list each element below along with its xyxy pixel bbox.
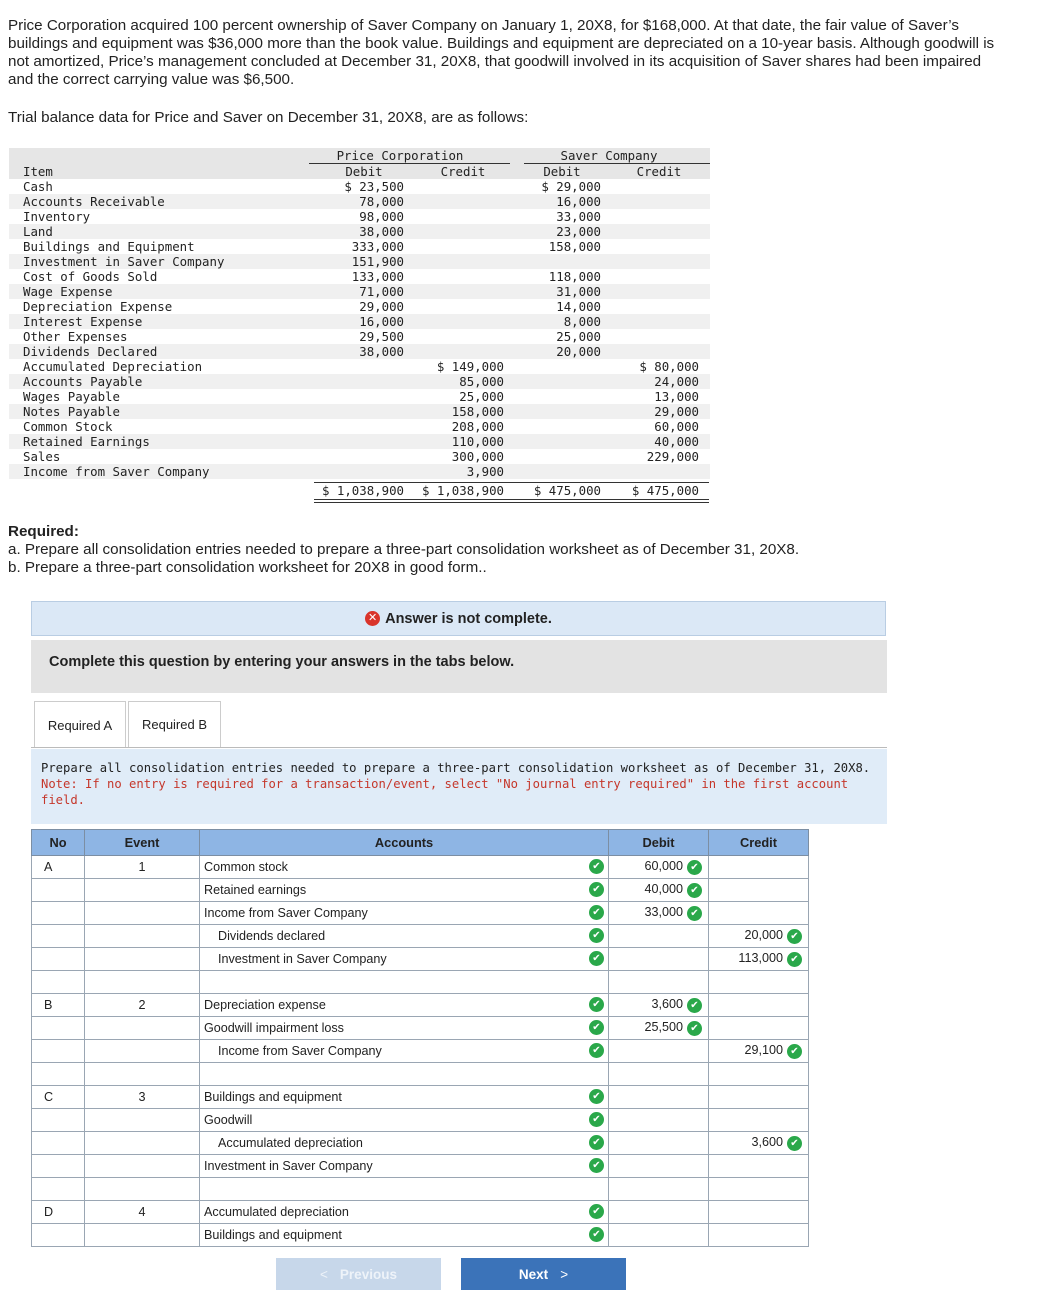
chevron-left-icon: < <box>320 1266 328 1282</box>
account-field[interactable] <box>200 1109 609 1132</box>
journal-row <box>32 856 809 879</box>
entry-no <box>32 1155 85 1178</box>
debit-amount-field[interactable] <box>609 1201 709 1224</box>
check-icon: ✔ <box>589 1020 604 1035</box>
event-number: 4 <box>85 1201 200 1224</box>
trial-balance-intro: Trial balance data for Price and Saver on December 31, 20X8, are as follows: <box>8 109 529 126</box>
debit-amount-field[interactable] <box>609 856 709 879</box>
account-name: Investment in Saver Company <box>204 1159 373 1173</box>
journal-row <box>32 948 809 971</box>
item-column-header: Item <box>23 164 53 179</box>
account-name: Buildings and equipment <box>204 1090 342 1104</box>
tb-saver-credit: 60,000 <box>654 419 699 434</box>
check-icon: ✔ <box>589 1043 604 1058</box>
check-icon: ✔ <box>589 1204 604 1219</box>
saver-debit-header: Debit <box>543 164 581 179</box>
tb-price-credit: 3,900 <box>466 464 504 479</box>
journal-row <box>32 1109 809 1132</box>
accounts-column-header: Accounts <box>200 830 609 856</box>
check-icon: ✔ <box>687 860 702 875</box>
instructions-line: Prepare all consolidation entries needed to prepare a three-part consolidation worksheet as of December 31, 20X8. <box>41 761 871 775</box>
debit-amount: 25,500 <box>644 1020 683 1035</box>
tb-price-debit: 16,000 <box>359 314 404 329</box>
tb-saver-debit: $ 29,000 <box>541 179 601 194</box>
journal-row <box>32 1063 809 1086</box>
credit-amount-field[interactable] <box>709 902 809 925</box>
event-number <box>85 1040 200 1063</box>
required-b-text: b. Prepare a three-part consolidation worksheet for 20X8 in good form.. <box>8 559 487 576</box>
debit-amount: 3,600 <box>651 997 683 1012</box>
tb-item: Income from Saver Company <box>23 464 210 479</box>
account-field[interactable] <box>200 1086 609 1109</box>
journal-row <box>32 1155 809 1178</box>
tb-price-debit: 71,000 <box>359 284 404 299</box>
tb-price-credit: 300,000 <box>451 449 504 464</box>
check-icon: ✔ <box>687 1021 702 1036</box>
tb-saver-debit: 23,000 <box>556 224 601 239</box>
debit-amount-field[interactable] <box>609 902 709 925</box>
check-icon: ✔ <box>589 882 604 897</box>
account-field[interactable] <box>200 994 609 1017</box>
debit-amount-field[interactable] <box>609 1178 709 1201</box>
tb-price-debit: 38,000 <box>359 224 404 239</box>
saver-debit-total: $ 475,000 <box>533 483 601 498</box>
tb-saver-credit: 24,000 <box>654 374 699 389</box>
tb-item: Depreciation Expense <box>23 299 173 314</box>
problem-statement: Price Corporation acquired 100 percent ownership of Saver Company on January 1, 20X8, for $168,000. At that date, the fair value of Saver’s buildings and equipment was $36,000 more than the book value. Buildings and equipment are depreciated on a 10-year basis. Although goodwill is not amortized, Price’s management concluded at December 31, 20X8, that goodwill involved in its acquisition of Saver shares had been impaired and the correct carrying value was $6,500. <box>8 17 995 88</box>
debit-amount: 33,000 <box>644 905 683 920</box>
check-icon: ✔ <box>589 997 604 1012</box>
journal-row <box>32 1017 809 1040</box>
event-number <box>85 1063 200 1086</box>
debit-amount-field[interactable] <box>609 1109 709 1132</box>
entry-no <box>32 879 85 902</box>
event-number <box>85 971 200 994</box>
debit-amount-field[interactable] <box>609 1132 709 1155</box>
account-name: Accumulated depreciation <box>204 1205 349 1219</box>
check-icon: ✔ <box>687 906 702 921</box>
tb-saver-debit: 118,000 <box>548 269 601 284</box>
tb-item: Sales <box>23 449 61 464</box>
journal-row <box>32 1132 809 1155</box>
debit-amount-field[interactable] <box>609 1155 709 1178</box>
answer-status-text: Answer is not complete. <box>385 610 552 627</box>
saver-company-header: Saver Company <box>560 148 658 163</box>
tb-item: Cost of Goods Sold <box>23 269 158 284</box>
tb-item: Common Stock <box>23 419 113 434</box>
account-field[interactable] <box>200 1017 609 1040</box>
price-debit-header: Debit <box>345 164 383 179</box>
check-icon: ✔ <box>589 1089 604 1104</box>
debit-amount-field[interactable] <box>609 1063 709 1086</box>
credit-amount-field[interactable] <box>709 925 809 948</box>
account-field[interactable] <box>200 925 609 948</box>
tb-saver-credit: 13,000 <box>654 389 699 404</box>
credit-amount: 20,000 <box>744 928 783 943</box>
credit-amount-field[interactable] <box>709 994 809 1017</box>
account-field[interactable] <box>200 1063 609 1086</box>
entry-no <box>32 925 85 948</box>
event-number <box>85 948 200 971</box>
tb-price-debit: 98,000 <box>359 209 404 224</box>
tb-saver-credit: 29,000 <box>654 404 699 419</box>
credit-amount-field[interactable] <box>709 1086 809 1109</box>
journal-row <box>32 994 809 1017</box>
no-column-header: No <box>32 830 85 856</box>
tb-item: Dividends Declared <box>23 344 158 359</box>
account-field[interactable] <box>200 1040 609 1063</box>
tb-price-debit: 78,000 <box>359 194 404 209</box>
tb-price-debit: 29,000 <box>359 299 404 314</box>
event-number <box>85 879 200 902</box>
tb-price-debit: $ 23,500 <box>344 179 404 194</box>
check-icon: ✔ <box>589 1112 604 1127</box>
tb-item: Buildings and Equipment <box>23 239 195 254</box>
account-name: Investment in Saver Company <box>218 952 387 966</box>
account-name: Goodwill <box>204 1113 253 1127</box>
credit-amount-field[interactable] <box>709 1040 809 1063</box>
price-credit-header: Credit <box>440 164 486 179</box>
account-name: Dividends declared <box>218 929 326 943</box>
next-button[interactable] <box>461 1258 626 1290</box>
instructions-note: Note: If no entry is required for a transaction/event, select "No journal entry required" in the first account field. <box>41 777 849 807</box>
account-field[interactable] <box>200 856 609 879</box>
credit-amount-field[interactable] <box>709 1109 809 1132</box>
journal-row <box>32 1201 809 1224</box>
entry-no: D <box>32 1201 85 1224</box>
entry-no <box>32 1132 85 1155</box>
tb-price-credit: 25,000 <box>459 389 504 404</box>
instructions-banner <box>31 640 887 693</box>
account-name: Goodwill impairment loss <box>204 1021 344 1035</box>
tb-item: Retained Earnings <box>23 434 150 449</box>
check-icon: ✔ <box>787 929 802 944</box>
debit-amount-field[interactable] <box>609 948 709 971</box>
debit-amount-field[interactable] <box>609 994 709 1017</box>
price-debit-total: $ 1,038,900 <box>321 483 404 498</box>
required-section <box>8 523 799 577</box>
event-number: 2 <box>85 994 200 1017</box>
debit-amount: 60,000 <box>644 859 683 874</box>
tb-item: Land <box>23 224 53 239</box>
debit-amount-field[interactable] <box>609 879 709 902</box>
entry-no: C <box>32 1086 85 1109</box>
tb-saver-credit: $ 80,000 <box>639 359 699 374</box>
credit-amount-field[interactable] <box>709 1017 809 1040</box>
tab-instructions <box>31 749 887 824</box>
journal-row <box>32 1224 809 1247</box>
tb-saver-debit: 31,000 <box>556 284 601 299</box>
chevron-right-icon: > <box>560 1266 569 1282</box>
credit-amount: 113,000 <box>738 951 783 966</box>
journal-row <box>32 879 809 902</box>
check-icon: ✔ <box>589 1158 604 1173</box>
debit-amount-field[interactable] <box>609 925 709 948</box>
tb-saver-debit: 158,000 <box>548 239 601 254</box>
tb-price-debit: 38,000 <box>359 344 404 359</box>
entry-no <box>32 1178 85 1201</box>
check-icon: ✔ <box>787 1136 802 1151</box>
check-icon: ✔ <box>589 905 604 920</box>
answer-status-banner <box>31 601 886 636</box>
entry-no <box>32 1109 85 1132</box>
tb-saver-debit: 20,000 <box>556 344 601 359</box>
entry-no <box>32 1224 85 1247</box>
event-number <box>85 1224 200 1247</box>
debit-amount-field[interactable] <box>609 1040 709 1063</box>
account-name: Income from Saver Company <box>204 906 368 920</box>
journal-row <box>32 902 809 925</box>
event-number: 1 <box>85 856 200 879</box>
debit-amount-field[interactable] <box>609 1086 709 1109</box>
event-number: 3 <box>85 1086 200 1109</box>
credit-amount-field[interactable] <box>709 1155 809 1178</box>
tb-item: Notes Payable <box>23 404 120 419</box>
debit-column-header: Debit <box>609 830 709 856</box>
event-number <box>85 1155 200 1178</box>
tb-price-credit: 110,000 <box>451 434 504 449</box>
tb-item: Accounts Receivable <box>23 194 165 209</box>
account-name: Buildings and equipment <box>204 1228 342 1242</box>
credit-amount-field[interactable] <box>709 971 809 994</box>
event-number <box>85 1132 200 1155</box>
credit-amount: 3,600 <box>751 1135 783 1150</box>
tb-item: Accounts Payable <box>23 374 143 389</box>
check-icon: ✔ <box>589 859 604 874</box>
event-number <box>85 902 200 925</box>
tb-price-credit: 208,000 <box>451 419 504 434</box>
check-icon: ✔ <box>687 883 702 898</box>
tb-price-debit: 133,000 <box>351 269 404 284</box>
credit-amount-field[interactable] <box>709 856 809 879</box>
debit-amount-field[interactable] <box>609 971 709 994</box>
price-credit-total: $ 1,038,900 <box>421 483 504 498</box>
credit-amount-field[interactable] <box>709 1132 809 1155</box>
account-name: Common stock <box>204 860 288 874</box>
entry-no <box>32 902 85 925</box>
tb-price-debit: 151,900 <box>351 254 404 269</box>
tb-price-credit: 85,000 <box>459 374 504 389</box>
account-field[interactable] <box>200 1132 609 1155</box>
journal-row <box>32 1178 809 1201</box>
tb-saver-credit: 40,000 <box>654 434 699 449</box>
credit-amount-field[interactable] <box>709 1178 809 1201</box>
account-name: Income from Saver Company <box>218 1044 382 1058</box>
credit-amount: 29,100 <box>744 1043 783 1058</box>
credit-amount-field[interactable] <box>709 1224 809 1247</box>
journal-row <box>32 925 809 948</box>
tb-item: Interest Expense <box>23 314 143 329</box>
check-icon: ✔ <box>787 1044 802 1059</box>
error-x-icon: ✕ <box>365 611 380 626</box>
account-name: Retained earnings <box>204 883 307 897</box>
entry-no <box>32 948 85 971</box>
saver-credit-header: Credit <box>636 164 682 179</box>
required-heading: Required: <box>8 523 79 540</box>
tb-item: Wages Payable <box>23 389 120 404</box>
account-name: Depreciation expense <box>204 998 326 1012</box>
tb-item: Cash <box>23 179 53 194</box>
account-field[interactable] <box>200 1178 609 1201</box>
tb-price-debit: 333,000 <box>351 239 404 254</box>
account-field[interactable] <box>200 902 609 925</box>
next-label: Next <box>518 1266 549 1282</box>
tb-item: Wage Expense <box>23 284 113 299</box>
credit-amount-field[interactable] <box>709 1063 809 1086</box>
debit-amount: 40,000 <box>644 882 683 897</box>
check-icon: ✔ <box>589 1227 604 1242</box>
account-field[interactable] <box>200 1201 609 1224</box>
check-icon: ✔ <box>589 928 604 943</box>
tab-required-a[interactable]: Required A <box>34 701 126 748</box>
entry-no: A <box>32 856 85 879</box>
tb-item: Investment in Saver Company <box>23 254 225 269</box>
account-field[interactable] <box>200 1224 609 1247</box>
tb-price-credit: 158,000 <box>451 404 504 419</box>
required-a-text: a. Prepare all consolidation entries needed to prepare a three-part consolidation worksheet as of December 31, 20X8. <box>8 541 800 558</box>
tb-saver-debit: 14,000 <box>556 299 601 314</box>
event-number <box>85 1109 200 1132</box>
credit-column-header: Credit <box>709 830 809 856</box>
account-field[interactable] <box>200 879 609 902</box>
tb-item: Other Expenses <box>23 329 128 344</box>
entry-no <box>32 1063 85 1086</box>
entry-no <box>32 971 85 994</box>
check-icon: ✔ <box>787 952 802 967</box>
debit-amount-field[interactable] <box>609 1017 709 1040</box>
check-icon: ✔ <box>687 998 702 1013</box>
saver-credit-total: $ 475,000 <box>631 483 699 498</box>
tb-saver-debit: 25,000 <box>556 329 601 344</box>
tb-item: Accumulated Depreciation <box>23 359 203 374</box>
journal-row <box>32 1040 809 1063</box>
check-icon: ✔ <box>589 951 604 966</box>
previous-label: Previous <box>339 1266 397 1282</box>
event-number <box>85 925 200 948</box>
journal-row <box>32 971 809 994</box>
tb-saver-credit: 229,000 <box>646 449 699 464</box>
journal-row <box>32 1086 809 1109</box>
account-name: Accumulated depreciation <box>218 1136 363 1150</box>
tb-price-credit: $ 149,000 <box>436 359 504 374</box>
entry-no <box>32 1040 85 1063</box>
credit-amount-field[interactable] <box>709 1201 809 1224</box>
credit-amount-field[interactable] <box>709 879 809 902</box>
entry-no: B <box>32 994 85 1017</box>
event-number <box>85 1017 200 1040</box>
price-corporation-header: Price Corporation <box>336 148 464 163</box>
tab-required-b[interactable]: Required B <box>128 701 221 748</box>
account-field[interactable] <box>200 971 609 994</box>
account-field[interactable] <box>200 1155 609 1178</box>
tb-item: Inventory <box>23 209 91 224</box>
entry-no <box>32 1017 85 1040</box>
tb-saver-debit: 8,000 <box>563 314 601 329</box>
instructions-banner-text: Complete this question by entering your answers in the tabs below. <box>49 654 515 670</box>
tb-saver-debit: 33,000 <box>556 209 601 224</box>
event-number <box>85 1178 200 1201</box>
tb-saver-debit: 16,000 <box>556 194 601 209</box>
credit-amount-field[interactable] <box>709 948 809 971</box>
account-field[interactable] <box>200 948 609 971</box>
event-column-header: Event <box>85 830 200 856</box>
journal-entry-table <box>31 829 809 1247</box>
tb-price-debit: 29,500 <box>359 329 404 344</box>
debit-amount-field[interactable] <box>609 1224 709 1247</box>
trial-balance-table <box>9 148 710 503</box>
previous-button[interactable] <box>276 1258 441 1290</box>
check-icon: ✔ <box>589 1135 604 1150</box>
